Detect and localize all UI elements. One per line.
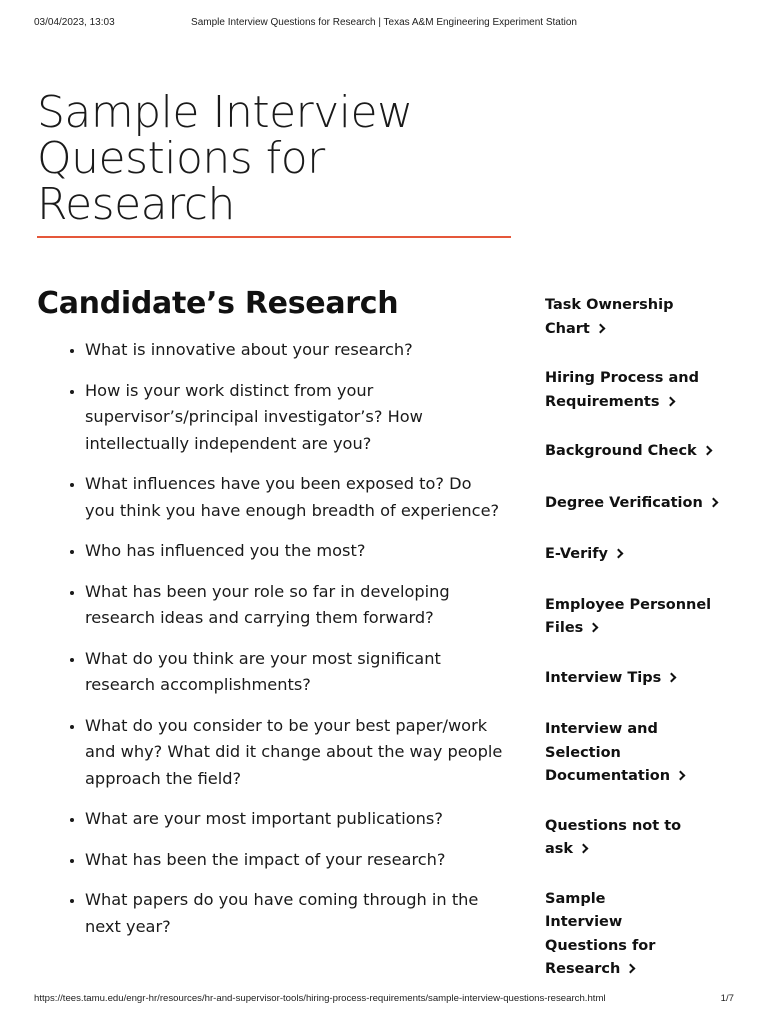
chevron-right-icon xyxy=(579,844,589,854)
list-item: • What is innovative about your research? xyxy=(85,337,505,364)
sidebar-item-text: Interview and Selection Documentation xyxy=(545,721,671,784)
print-page-title: Sample Interview Questions for Research | Texas A&M Engineering Experiment Station xyxy=(191,17,577,28)
sidebar-item-text: Degree Verification xyxy=(545,494,703,511)
title-divider xyxy=(37,236,511,238)
list-item: • What do you consider to be your best paper/work and why? What did it change about the way people approach the field? xyxy=(85,713,505,793)
sidebar-item-text: Questions not to ask xyxy=(545,817,682,857)
chevron-right-icon xyxy=(589,623,599,633)
sidebar-item-text: Employee Personnel Files xyxy=(545,596,712,636)
sidebar-item-questions-not-to-ask[interactable] xyxy=(545,815,735,862)
sidebar-item-text: Task Ownership Chart xyxy=(545,297,674,337)
chevron-right-icon xyxy=(676,771,686,781)
sidebar-item-label xyxy=(545,815,685,862)
print-footer xyxy=(0,993,768,1007)
page-title: Sample Interview Questions for Research xyxy=(37,87,413,230)
sidebar-item-text: Hiring Process and Requirements xyxy=(545,370,699,410)
list-item: • What has been the impact of your research? xyxy=(85,847,505,874)
sidebar-item-interview-tips[interactable] xyxy=(545,667,735,691)
print-url: https://tees.tamu.edu/engr-hr/resources/hr-and-supervisor-tools/hiring-process-requirements/sample-interview-questions-research.html xyxy=(34,993,606,1004)
sidebar-item-label xyxy=(545,367,705,414)
list-item: • Who has influenced you the most? xyxy=(85,538,505,565)
sidebar-item-label xyxy=(545,443,711,459)
list-item: • What do you think are your most significant research accomplishments? xyxy=(85,646,505,699)
sidebar-nav xyxy=(545,294,735,982)
sidebar-item-label xyxy=(545,294,685,341)
list-item: • How is your work distinct from your supervisor’s/principal investigator’s? How intellectually independent are you? xyxy=(85,378,505,458)
sidebar-item-text: Sample Interview Questions for Research xyxy=(545,890,656,977)
chevron-right-icon xyxy=(595,323,605,333)
list-item: • What papers do you have coming through in the next year? xyxy=(85,887,505,940)
sidebar-item-text: Interview Tips xyxy=(545,669,662,686)
sidebar-item-sample-interview-questions[interactable] xyxy=(545,888,735,982)
sidebar-item-label xyxy=(545,594,715,641)
chevron-right-icon xyxy=(614,549,624,559)
sidebar-item-task-ownership-chart[interactable] xyxy=(545,294,735,341)
sidebar-item-employee-personnel-files[interactable] xyxy=(545,594,735,641)
sidebar-item-label xyxy=(545,546,622,562)
chevron-right-icon xyxy=(667,672,677,682)
list-item: • What influences have you been exposed to? Do you think you have enough breadth of experience? xyxy=(85,471,505,524)
question-list xyxy=(63,337,505,954)
sidebar-item-label xyxy=(545,670,675,686)
list-item: • What has been your role so far in developing research ideas and carrying them forward? xyxy=(85,579,505,632)
print-datetime: 03/04/2023, 13:03 xyxy=(34,17,115,28)
sidebar-item-degree-verification[interactable] xyxy=(545,492,735,516)
sidebar-item-text: E-Verify xyxy=(545,546,609,562)
chevron-right-icon xyxy=(702,446,712,456)
chevron-right-icon xyxy=(665,396,675,406)
chevron-right-icon xyxy=(626,964,636,974)
section-heading: Candidate’s Research xyxy=(37,286,399,321)
page-number: 1/7 xyxy=(720,993,734,1004)
print-header xyxy=(0,17,768,31)
sidebar-item-label xyxy=(545,718,685,789)
sidebar-item-hiring-process[interactable] xyxy=(545,367,735,414)
sidebar-item-label xyxy=(545,888,685,982)
chevron-right-icon xyxy=(708,497,718,507)
sidebar-item-background-check[interactable] xyxy=(545,440,735,464)
sidebar-item-interview-selection-documentation[interactable] xyxy=(545,718,735,789)
sidebar-item-label xyxy=(545,495,717,511)
sidebar-item-e-verify[interactable] xyxy=(545,543,735,567)
sidebar-item-text: Background Check xyxy=(545,443,697,459)
list-item: • What are your most important publications? xyxy=(85,806,505,833)
